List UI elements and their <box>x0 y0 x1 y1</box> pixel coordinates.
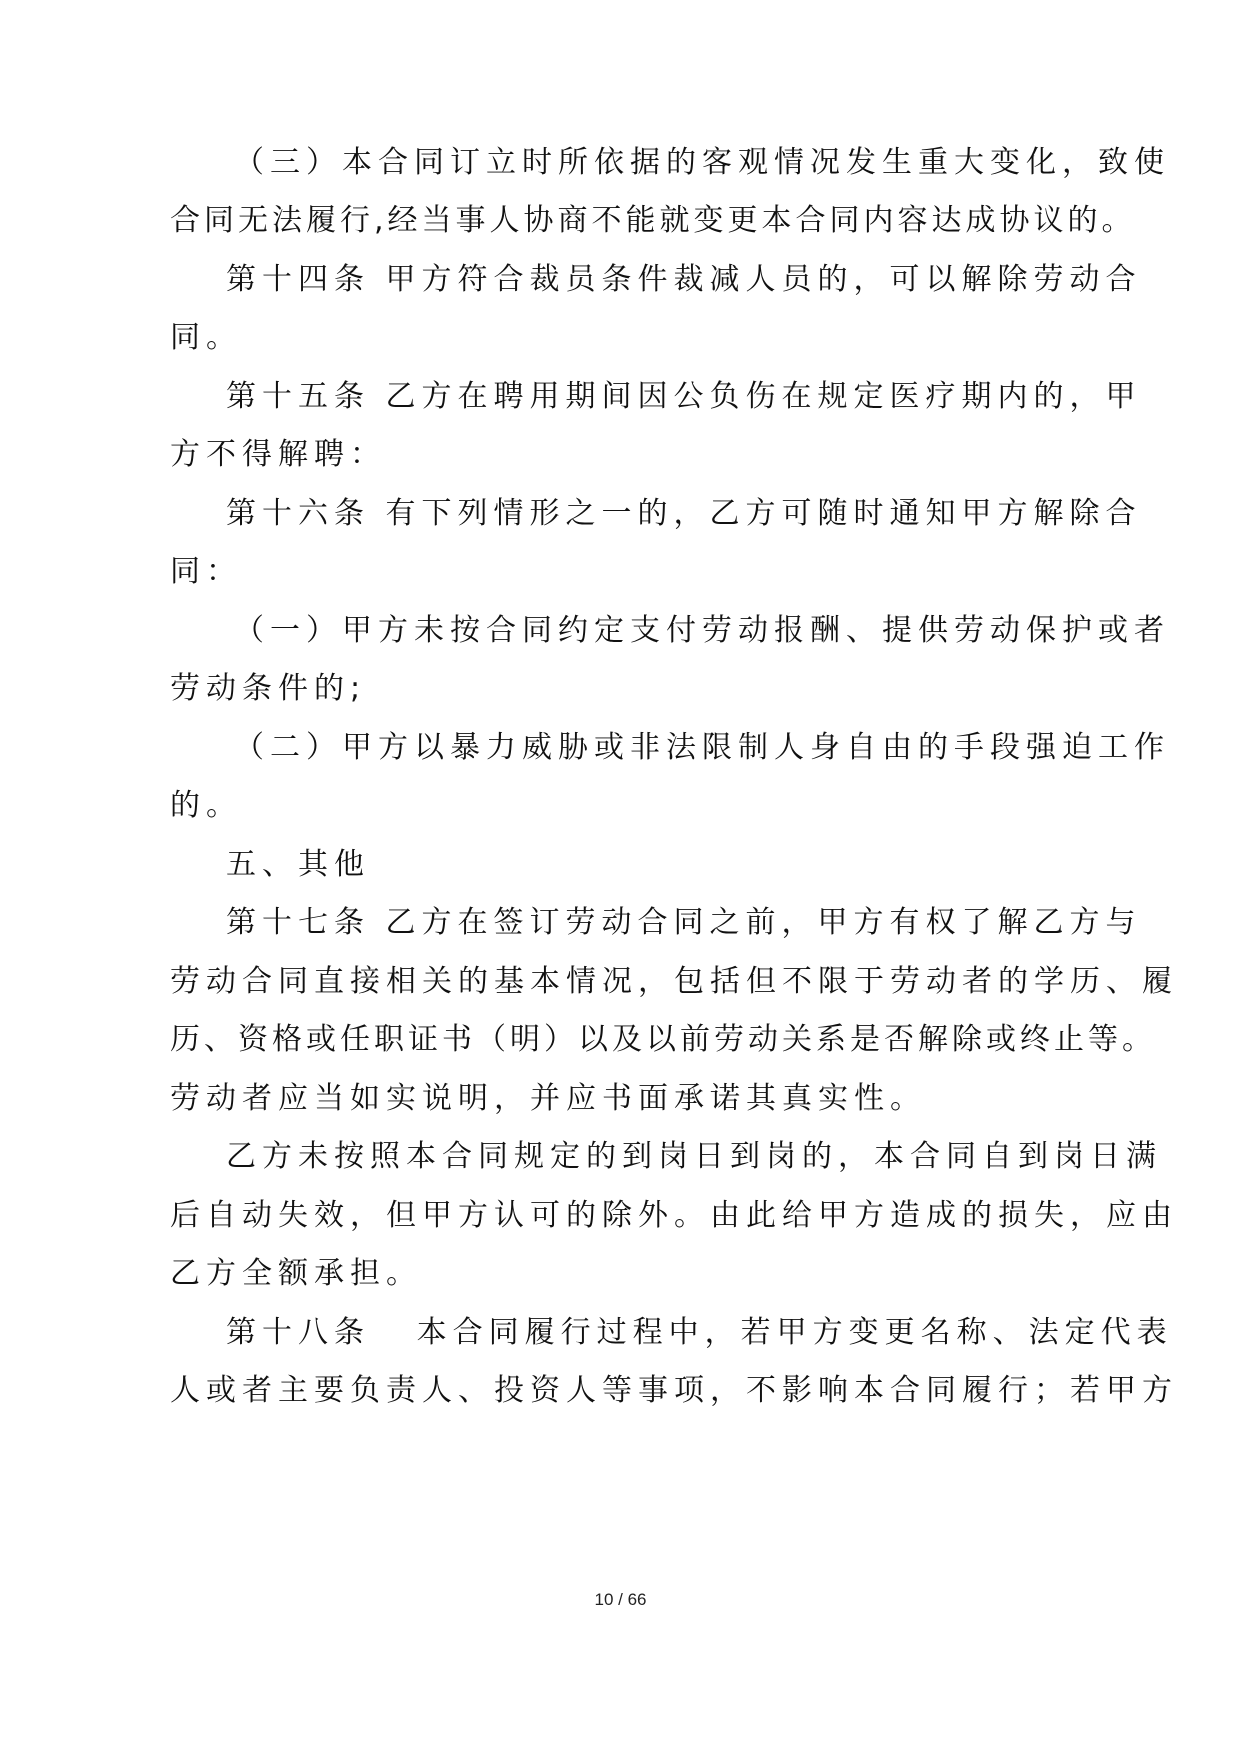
line-text: 后自动失效，但甲方认可的除外。由此给甲方造成的损失，应由 <box>170 1198 1178 1233</box>
line-text: 劳动者应当如实说明，并应书面承诺其真实性。 <box>170 1081 926 1116</box>
line-text: 同。 <box>170 320 242 355</box>
text-line <box>0 657 1241 721</box>
text-line <box>0 365 1241 429</box>
text-line <box>0 423 1241 487</box>
line-text: （一）甲方未按合同约定支付劳动报酬、提供劳动保护或者 <box>234 613 1170 648</box>
text-line <box>0 306 1241 370</box>
text-line <box>0 482 1241 546</box>
text-line <box>0 599 1241 663</box>
page-number: 10 / 66 <box>594 1590 647 1609</box>
text-line <box>0 1008 1241 1072</box>
line-text: 劳动条件的; <box>170 671 367 706</box>
line-text: 第十八条 本合同履行过程中，若甲方变更名称、法定代表 <box>226 1315 1173 1350</box>
section-heading <box>0 833 1241 897</box>
text-line <box>0 1301 1241 1365</box>
line-text: 的。 <box>170 788 242 823</box>
line-text: 历、资格或任职证书（明）以及以前劳动关系是否解除或终止等。 <box>170 1022 1156 1057</box>
text-line <box>0 716 1241 780</box>
text-line <box>0 950 1241 1014</box>
line-text: 乙方未按照本合同规定的到岗日到岗的，本合同自到岗日满 <box>226 1139 1162 1174</box>
text-line <box>0 891 1241 955</box>
text-line <box>0 1242 1241 1306</box>
text-line <box>0 540 1241 604</box>
line-text: 劳动合同直接相关的基本情况，包括但不限于劳动者的学历、履 <box>170 964 1178 999</box>
line-text: 第十五条 乙方在聘用期间因公负伤在规定医疗期内的，甲 <box>226 379 1142 414</box>
line-text: 乙方全额承担。 <box>170 1256 422 1291</box>
section-heading-text: 五、其他 <box>226 847 370 882</box>
line-text: （三）本合同订立时所依据的客观情况发生重大变化，致使 <box>234 145 1170 180</box>
line-text: （二）甲方以暴力威胁或非法限制人身自由的手段强迫工作 <box>234 730 1170 765</box>
text-line <box>0 1125 1241 1189</box>
text-line <box>0 248 1241 312</box>
text-line <box>0 189 1241 253</box>
line-text: 同： <box>170 554 242 589</box>
text-line <box>0 1359 1241 1423</box>
line-text: 第十六条 有下列情形之一的，乙方可随时通知甲方解除合 <box>226 496 1142 531</box>
line-text: 第十四条 甲方符合裁员条件裁减人员的，可以解除劳动合 <box>226 262 1142 297</box>
text-line <box>0 1184 1241 1248</box>
line-text: 人或者主要负责人、投资人等事项，不影响本合同履行；若甲方 <box>170 1373 1178 1408</box>
text-line <box>0 1067 1241 1131</box>
text-line <box>0 131 1241 195</box>
line-text: 方不得解聘： <box>170 437 386 472</box>
line-text: 第十七条 乙方在签订劳动合同之前，甲方有权了解乙方与 <box>226 905 1142 940</box>
line-text: 合同无法履行,经当事人协商不能就变更本合同内容达成协议的。 <box>170 203 1136 238</box>
text-line <box>0 774 1241 838</box>
